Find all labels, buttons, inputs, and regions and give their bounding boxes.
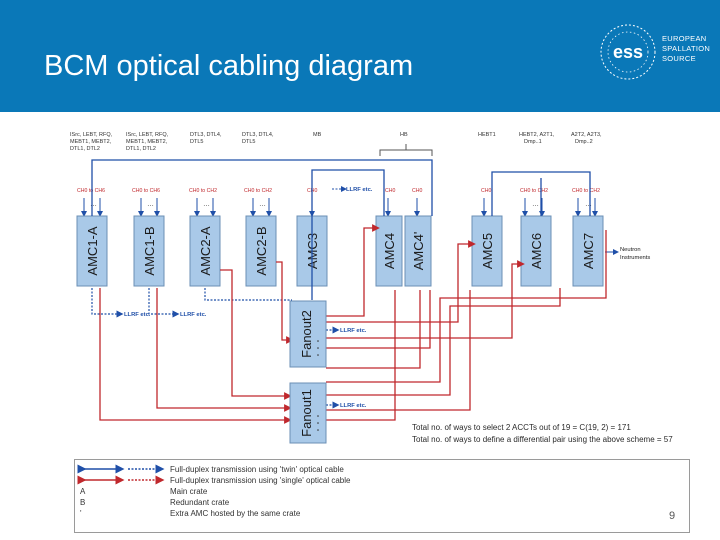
source-label: ISrc, LEBT, RFQ, [126, 132, 169, 138]
crate-label: AMC6 [529, 232, 544, 270]
channel-label: CH0 to CH2 [520, 188, 548, 194]
note-combinations: Total no. of ways to select 2 ACCTs out of 19 = C(19, 2) = 171 [412, 423, 631, 432]
legend-key: ' [80, 509, 82, 518]
channel-label: CH0 to CH2 [572, 188, 600, 194]
logo-line: SPALLATION [662, 44, 711, 53]
instruments-label: Instruments [620, 255, 651, 261]
crate-label: AMC4 [382, 232, 397, 270]
ellipsis: … [90, 201, 97, 208]
source-label: HB [400, 132, 408, 138]
page-number: 9 [669, 510, 676, 522]
legend-item: Main crate [170, 487, 208, 496]
neutron-label: Neutron [620, 247, 641, 253]
fanout-label: Fanout1 [299, 389, 314, 437]
llrf-label: LLRF etc. [346, 187, 373, 193]
source-label: DTL5 [242, 139, 256, 145]
logo-mark: ess [612, 42, 644, 62]
channel-label: CH0 to CH2 [244, 188, 272, 194]
source-label: MEBT1, MEBT2, [126, 139, 168, 145]
channel-label: CH0 [385, 188, 396, 194]
source-label: DTL1, DTL2 [70, 146, 100, 152]
ellipsis: … [585, 201, 592, 208]
source-label: DTL3, DTL4, [242, 132, 274, 138]
channel-label: CH0 to CH6 [132, 188, 160, 194]
legend-item: Redundant crate [170, 498, 230, 507]
llrf-label: LLRF etc. [340, 328, 367, 334]
crate-label: AMC2-A [198, 226, 213, 276]
ellipsis: … [532, 201, 539, 208]
channel-label: CH0 to CH2 [189, 188, 217, 194]
logo-line: SOURCE [662, 54, 696, 63]
logo-line: EUROPEAN [662, 34, 707, 43]
llrf-label: LLRF etc. [180, 312, 207, 318]
source-label: HEBT1 [478, 132, 496, 138]
crate-label: AMC7 [581, 232, 596, 270]
crate-label: AMC1-A [85, 226, 100, 276]
crate-label: AMC4' [411, 231, 426, 271]
crate-label: AMC1-B [142, 226, 157, 276]
legend-item: Extra AMC hosted by the same crate [170, 509, 301, 518]
source-label: MB [313, 132, 322, 138]
slide-title: BCM optical cabling diagram [44, 50, 414, 82]
source-label: DTL1, DTL2 [126, 146, 156, 152]
channel-label: CH0 [481, 188, 492, 194]
legend-item: Full-duplex transmission using 'single' optical cable [170, 476, 351, 485]
channel-label: CH0 to CH6 [77, 188, 105, 194]
crate-label: AMC5 [480, 232, 495, 270]
source-label: DTL5 [190, 139, 204, 145]
llrf-label: LLRF etc. [124, 312, 151, 318]
source-label: A2T2, A2T3, [571, 132, 602, 138]
legend-item: Full-duplex transmission using 'twin' optical cable [170, 465, 344, 474]
note-differential-pairs: Total no. of ways to define a differential pair using the above scheme = 57 [412, 435, 673, 444]
channel-label: CH0 [412, 188, 423, 194]
ellipsis: … [203, 201, 210, 208]
ellipsis: … [259, 201, 266, 208]
source-label: ISrc, LEBT, RFQ, [70, 132, 113, 138]
source-label: DTL3, DTL4, [190, 132, 222, 138]
channel-label: CH0 [307, 188, 318, 194]
crate-label: AMC3 [305, 232, 320, 270]
source-label: MEBT1, MEBT2, [70, 139, 112, 145]
llrf-label: LLRF etc. [340, 403, 367, 409]
source-label: HEBT2, A2T1, [519, 132, 555, 138]
legend-key: A [80, 487, 86, 496]
source-label: Dmp..2 [575, 139, 593, 145]
fanout-label: Fanout2 [299, 310, 314, 358]
legend-key: B [80, 498, 86, 507]
source-label: Dmp..1 [524, 139, 542, 145]
crate-label: AMC2-B [254, 226, 269, 276]
ellipsis: … [147, 201, 154, 208]
